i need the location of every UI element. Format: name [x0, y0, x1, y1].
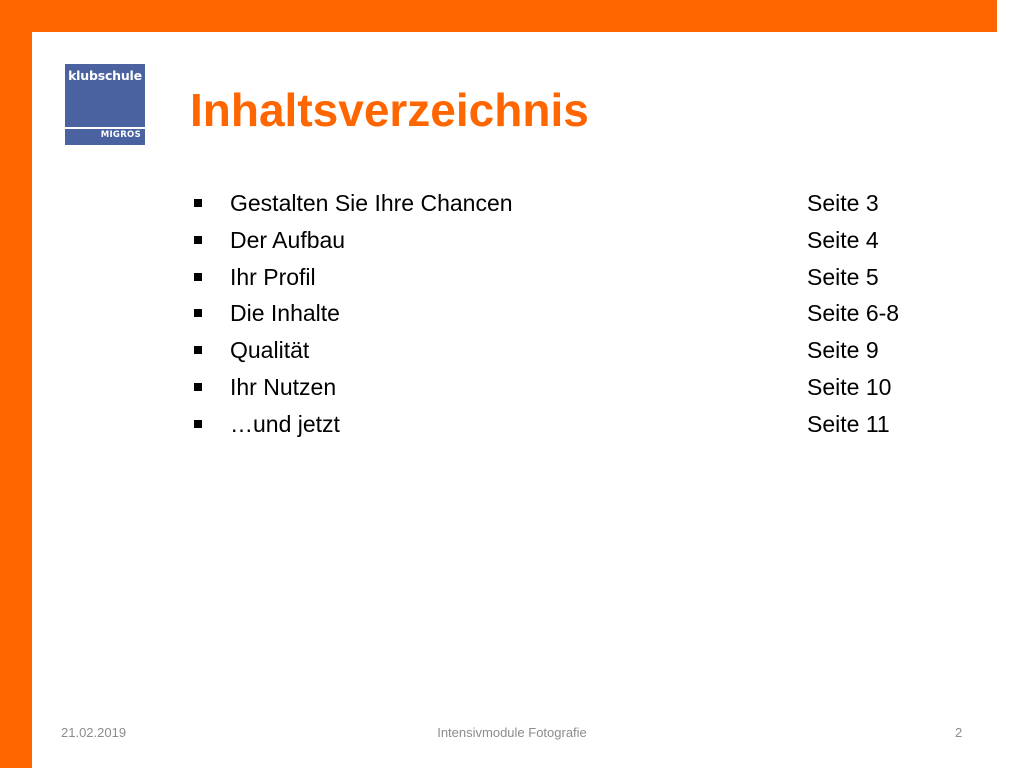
- toc-item-page: Seite 9: [807, 337, 879, 364]
- logo-wordmark: klubschule: [68, 68, 142, 83]
- toc-item-label: Gestalten Sie Ihre Chancen: [230, 190, 513, 216]
- logo-upper-panel: [65, 64, 145, 127]
- slide-title: Inhaltsverzeichnis: [190, 84, 589, 136]
- orange-frame-left: [0, 0, 32, 768]
- toc-item-label: Qualität: [230, 337, 310, 364]
- footer-date: 21.02.2019: [61, 725, 127, 740]
- toc-item-page: Seite 10: [807, 373, 892, 400]
- footer-title: Intensivmodule Fotografie: [437, 725, 587, 740]
- square-bullet-icon: [194, 346, 202, 354]
- square-bullet-icon: [194, 420, 202, 428]
- toc-item-label: …und jetzt: [230, 410, 340, 437]
- toc-item-page: Seite 11: [807, 410, 890, 437]
- logo-divider: [65, 127, 145, 129]
- toc-item-label: Der Aufbau: [230, 226, 346, 253]
- square-bullet-icon: [194, 199, 202, 207]
- toc-item-label: Ihr Profil: [230, 263, 316, 290]
- toc-item: [188, 332, 948, 369]
- toc-item-label: Die Inhalte: [230, 300, 340, 327]
- orange-frame-top: [0, 0, 997, 32]
- toc-item-page: Seite 3: [807, 190, 879, 216]
- square-bullet-icon: [194, 309, 202, 317]
- toc-item: [188, 259, 948, 296]
- toc-item-page: Seite 4: [807, 226, 879, 253]
- footer-page-number: 2: [955, 725, 963, 740]
- table-of-contents: [188, 185, 948, 443]
- logo-subtitle: MIGROS: [100, 130, 141, 140]
- square-bullet-icon: [194, 383, 202, 391]
- klubschule-migros-logo: [65, 64, 145, 145]
- toc-item-label: Ihr Nutzen: [230, 373, 337, 400]
- toc-item-page: Seite 5: [807, 263, 879, 290]
- toc-item: [188, 406, 948, 443]
- toc-item: [188, 295, 948, 332]
- toc-item-page: Seite 6-8: [807, 300, 900, 327]
- toc-item: [188, 222, 948, 259]
- toc-item: [188, 185, 948, 222]
- square-bullet-icon: [194, 273, 202, 281]
- square-bullet-icon: [194, 236, 202, 244]
- toc-item: [188, 369, 948, 406]
